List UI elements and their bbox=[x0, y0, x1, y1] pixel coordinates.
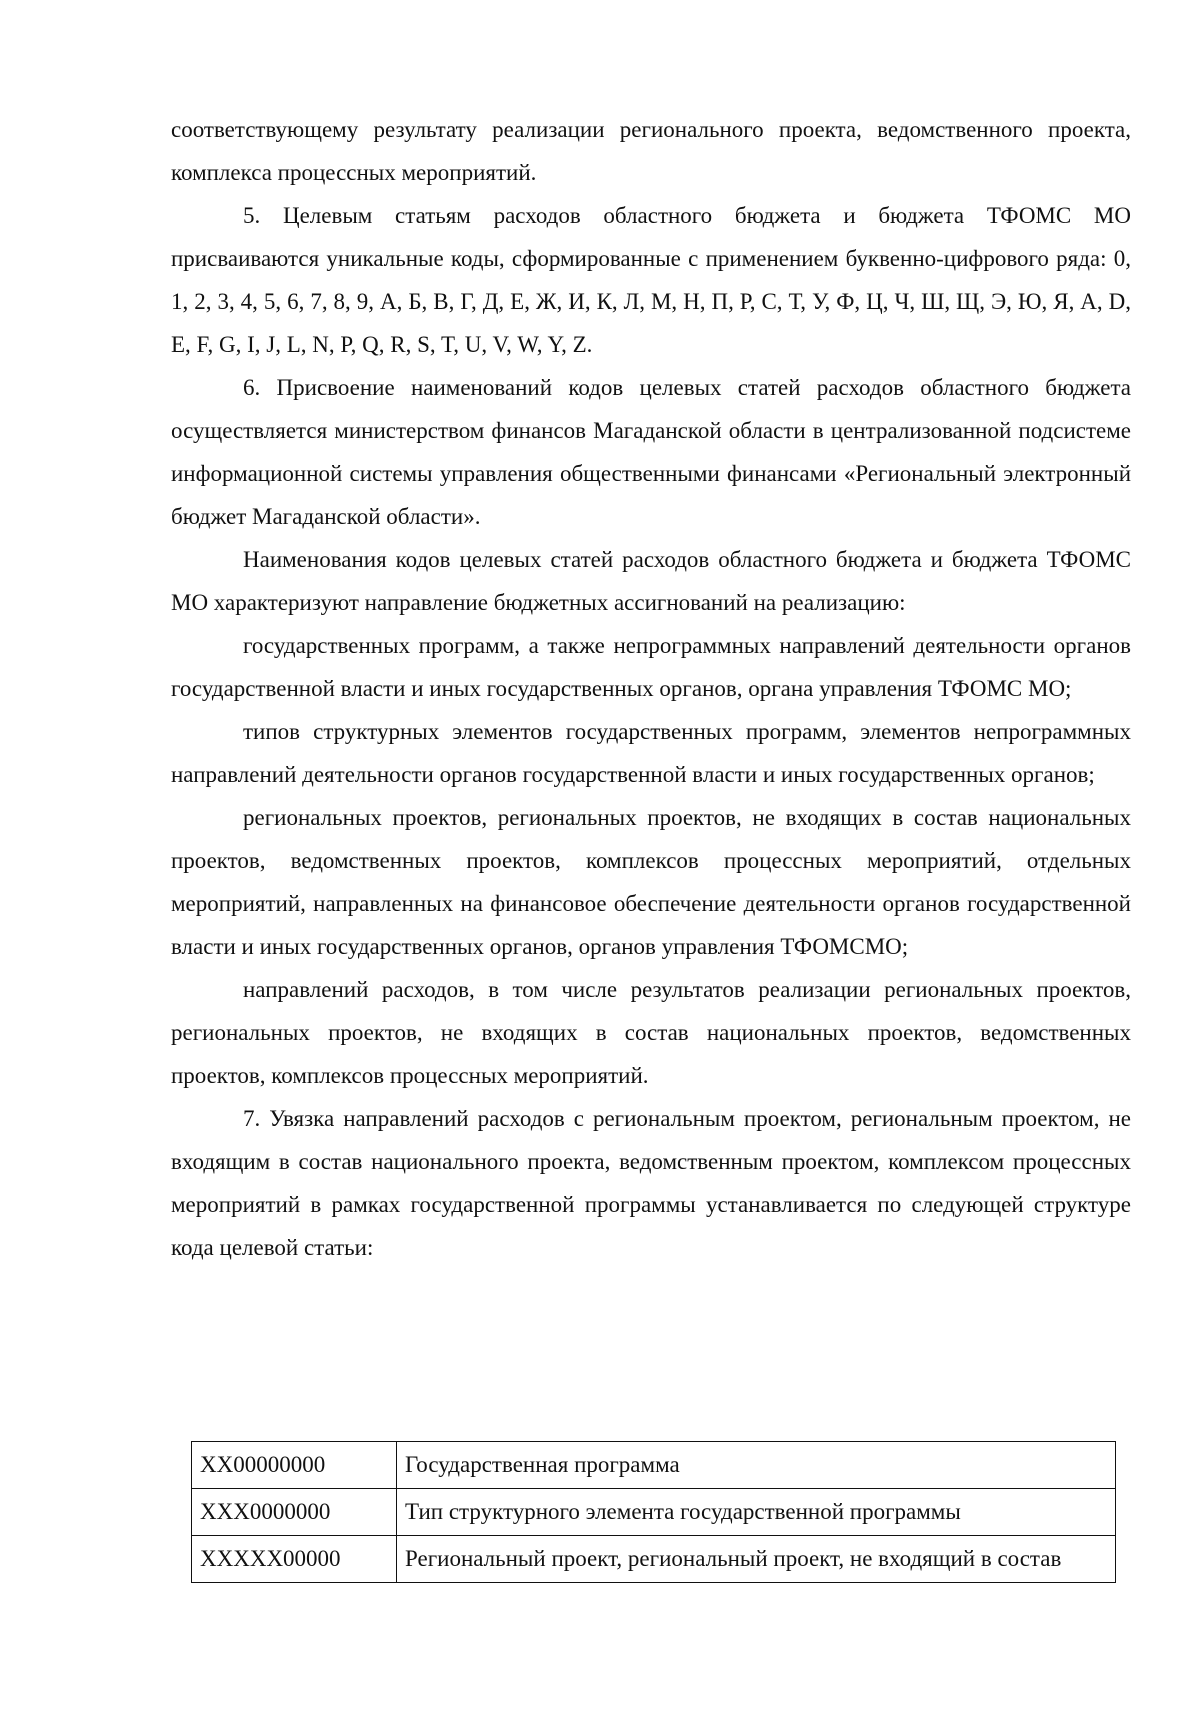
paragraph-list-programs: государственных программ, а также непрограммных направлений деятельности органов государственной власти и иных государственных органов, органа управления ТФОМС МО; bbox=[171, 633, 1131, 701]
description-cell: Государственная программа bbox=[397, 1442, 1116, 1489]
code-cell: XXXXX00000 bbox=[192, 1536, 397, 1583]
paragraph-list-projects: региональных проектов, региональных проектов, не входящих в состав национальных проектов, ведомственных проектов, комплексов процессных мероприятий, отдельных мероприятий, направленных на финансовое обеспечение деятельности органов государственной власти и иных государственных органов, органов управления ТФОМСМО; bbox=[171, 805, 1131, 959]
table-row bbox=[192, 1489, 1116, 1536]
description-cell: Региональный проект, региональный проект, не входящий в состав bbox=[397, 1536, 1116, 1583]
paragraph-names-intro: Наименования кодов целевых статей расходов областного бюджета и бюджета ТФОМС МО характеризуют направление бюджетных ассигнований на реализацию: bbox=[171, 547, 1131, 615]
table-row bbox=[192, 1442, 1116, 1489]
code-cell: XXX0000000 bbox=[192, 1489, 397, 1536]
paragraph-list-directions: направлений расходов, в том числе результатов реализации региональных проектов, региональных проектов, не входящих в состав национальных проектов, ведомственных проектов, комплексов процессных мероприятий. bbox=[171, 977, 1131, 1088]
paragraph-list-types: типов структурных элементов государственных программ, элементов непрограммных направлений деятельности органов государственной власти и иных государственных органов; bbox=[171, 719, 1131, 787]
code-structure-table bbox=[191, 1441, 1116, 1583]
paragraph-item-6: 6. Присвоение наименований кодов целевых статей расходов областного бюджета осуществляется министерством финансов Магаданской области в централизованной подсистеме информационной системы управления общественными финансами «Региональный электронный бюджет Магаданской области». bbox=[171, 375, 1131, 529]
document-body bbox=[171, 108, 1131, 1269]
description-cell: Тип структурного элемента государственной программы bbox=[397, 1489, 1116, 1536]
code-cell: XX00000000 bbox=[192, 1442, 397, 1489]
paragraph-item-7: 7. Увязка направлений расходов с региональным проектом, региональным проектом, не входящим в состав национального проекта, ведомственным проектом, комплексом процессных мероприятий в рамках государственной программы устанавливается по следующей структуре кода целевой статьи: bbox=[171, 1106, 1131, 1260]
table-row bbox=[192, 1536, 1116, 1583]
paragraph-continuation: соответствующему результату реализации регионального проекта, ведомственного проекта, комплекса процессных мероприятий. bbox=[171, 117, 1131, 185]
paragraph-item-5: 5. Целевым статьям расходов областного бюджета и бюджета ТФОМС МО присваиваются уникальные коды, сформированные с применением буквенно-цифрового ряда: 0, 1, 2, 3, 4, 5, 6, 7, 8, 9, А, Б, В, Г, Д, Е, Ж, И, К, Л, М, Н, П, Р, С, Т, У, Ф, Ц, Ч, Ш, Щ, Э, Ю, Я, A, D, E, F, G, I, J, L, N, P, Q, R, S, T, U, V, W, Y, Z. bbox=[171, 203, 1131, 357]
